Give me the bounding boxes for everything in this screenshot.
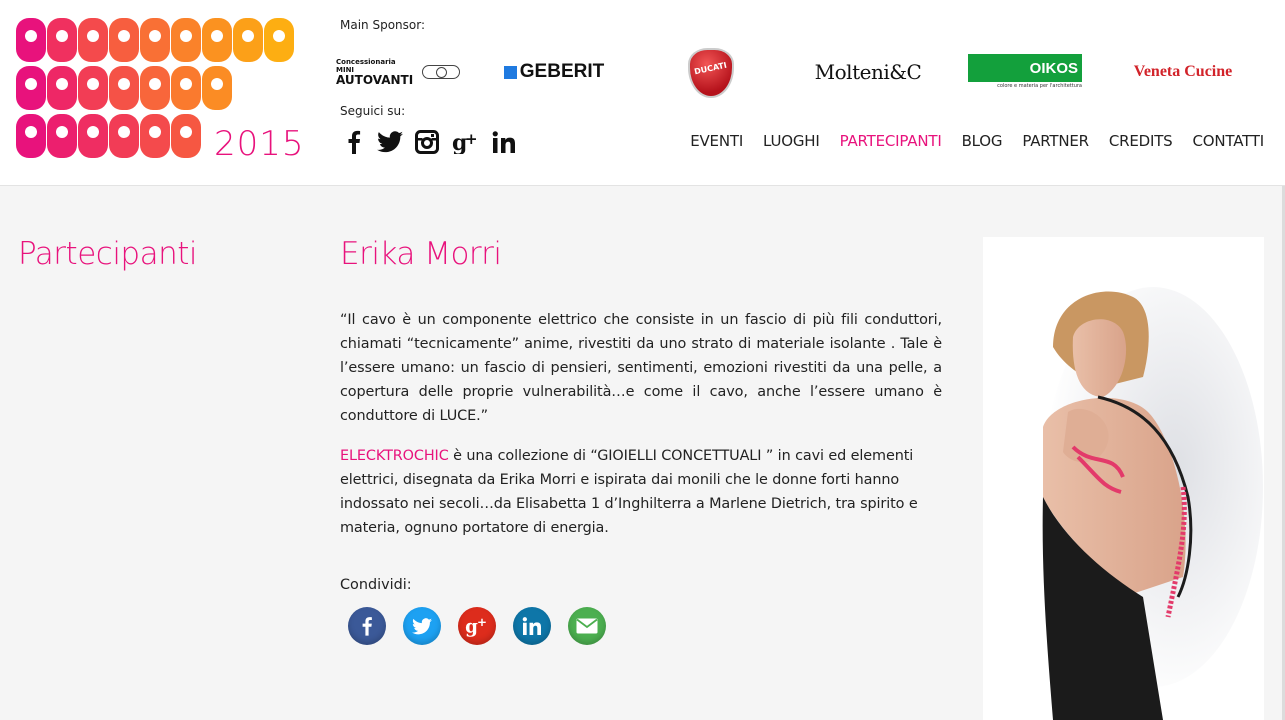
oikos-tagline: colore e materia per l'architettura: [997, 83, 1082, 89]
article-title: Erika Morri: [340, 236, 502, 272]
linkedin-icon[interactable]: [490, 128, 518, 156]
nav-contatti[interactable]: CONTATTI: [1192, 132, 1264, 150]
logo-row-2: [16, 66, 232, 110]
nav-partner[interactable]: PARTNER: [1022, 132, 1089, 150]
share-facebook-icon[interactable]: [348, 607, 386, 645]
geberit-label: GEBERIT: [519, 61, 605, 82]
svg-text:+: +: [477, 615, 487, 629]
nav-luoghi[interactable]: LUOGHI: [763, 132, 820, 150]
share-email-icon[interactable]: [568, 607, 606, 645]
geberit-square-icon: [504, 66, 517, 79]
bologna-design-week-logo[interactable]: [16, 18, 304, 162]
google-plus-icon[interactable]: [451, 128, 479, 156]
logo-row-1: [16, 18, 294, 62]
logo-year: 2015: [214, 124, 305, 164]
main-nav: [670, 132, 1264, 150]
sponsor-mini-autovanti[interactable]: [336, 58, 460, 86]
facebook-icon[interactable]: [340, 128, 368, 156]
svg-text:+: +: [465, 130, 478, 148]
share-linkedin-icon[interactable]: [513, 607, 551, 645]
nav-credits[interactable]: CREDITS: [1108, 132, 1173, 150]
logo-row-3: [16, 114, 201, 158]
share-label: Condividi:: [340, 577, 412, 593]
nav-eventi[interactable]: EVENTI: [690, 132, 744, 150]
participant-photo: [983, 237, 1264, 720]
elecktrochic-link[interactable]: ELECKTROCHIC: [340, 448, 449, 464]
sponsor-veneta-cucine[interactable]: [1122, 60, 1244, 84]
main-sponsor-label: Main Sponsor:: [340, 18, 426, 32]
article-description-paragraph: [340, 444, 942, 540]
sponsor-oikos[interactable]: [968, 53, 1082, 91]
autovanti-label: AUTOVANTI: [336, 72, 414, 87]
share-google-plus-icon[interactable]: [458, 607, 496, 645]
instagram-icon[interactable]: [413, 128, 441, 156]
share-twitter-icon[interactable]: [403, 607, 441, 645]
sidebar-title: Partecipanti: [18, 236, 198, 272]
sponsor-geberit[interactable]: [500, 60, 608, 84]
sponsor-ducati[interactable]: [687, 46, 735, 100]
oikos-label: OIKOS: [1029, 59, 1078, 77]
nav-partecipanti[interactable]: PARTECIPANTI: [839, 132, 942, 150]
article-quote-paragraph: “Il cavo è un componente elettrico che consiste in un fascio di più fili conduttori, chiamati “tecnicamente” anime, rivestiti da uno strato di materiale isolante . Tale è l’essere umano: un fascio di pensieri, sentimenti, emozioni rivestiti da una pelle, a copertura delle proprie vulnerabilità…e come il cavo, anche l’essere umano è conduttore di LUCE.”: [340, 312, 942, 424]
molteni-label: Molteni&C: [814, 60, 922, 84]
nav-blog[interactable]: BLOG: [961, 132, 1003, 150]
veneta-label: Veneta Cucine: [1133, 63, 1233, 80]
site-header: [0, 0, 1285, 186]
ducati-shield-icon: [688, 48, 734, 98]
mini-dealer-label: Concessionaria MINI: [336, 57, 396, 74]
twitter-icon[interactable]: [376, 128, 404, 156]
article-description-text: è una collezione di “GIOIELLI CONCETTUALI ” in cavi ed elementi elettrici, disegnata da Erika Morri e ispirata dai monili che le donne forti hanno indossato nei secoli…da Elisabetta 1 d’Inghilterra a Marlene Dietrich, tra spirito e materia, ognuno portatore di energia.: [340, 448, 918, 536]
mini-logo-icon: [422, 65, 460, 79]
follow-us-label: Seguici su:: [340, 104, 406, 118]
sponsor-molteni[interactable]: [808, 58, 928, 86]
svg-text:g: g: [452, 130, 468, 154]
ducati-label: DUCATI: [693, 60, 729, 76]
svg-text:g: g: [465, 616, 478, 637]
